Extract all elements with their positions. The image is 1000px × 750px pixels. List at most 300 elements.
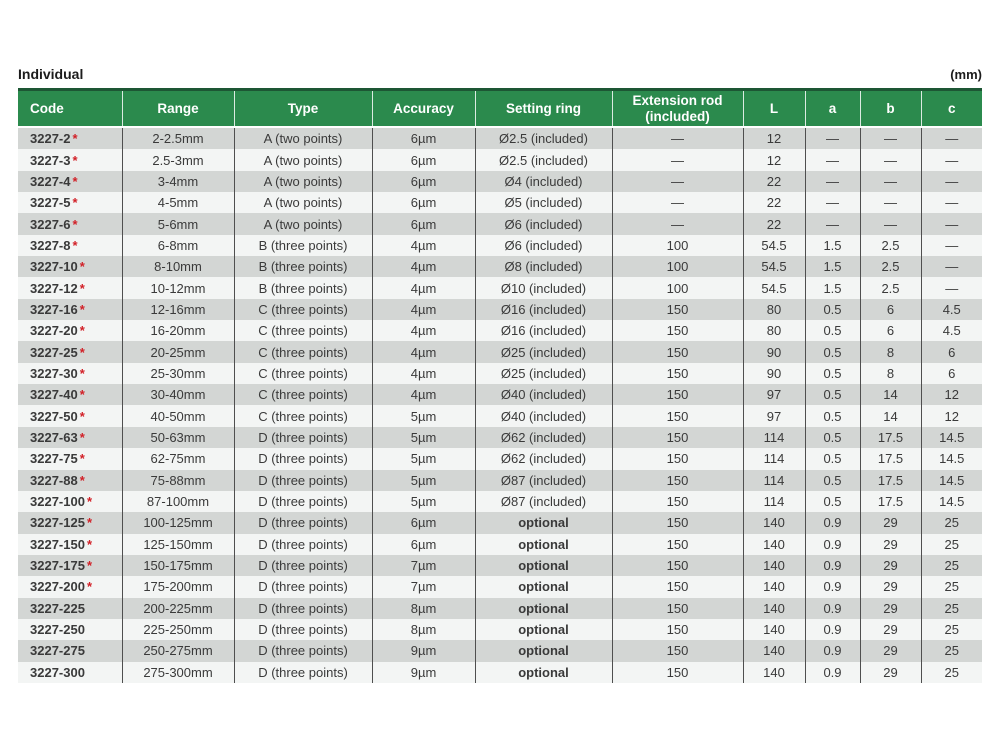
cell-b: 17.5 [860, 470, 921, 491]
table-row [18, 341, 982, 362]
cell-accuracy: 5µm [372, 405, 475, 426]
cell-code [18, 384, 122, 405]
cell-c: — [921, 256, 982, 277]
header-row [18, 90, 982, 128]
cell-extension-rod: — [612, 171, 743, 192]
cell-b: — [860, 192, 921, 213]
star-mark: * [79, 280, 85, 296]
cell-b: 2.5 [860, 235, 921, 256]
cell-accuracy: 4µm [372, 320, 475, 341]
cell-setting-ring: optional [475, 640, 612, 661]
table-row [18, 491, 982, 512]
cell-type: C (three points) [234, 384, 372, 405]
cell-range: 250-275mm [122, 640, 234, 661]
cell-setting-ring: optional [475, 512, 612, 533]
cell-b: 14 [860, 384, 921, 405]
code-text: 3227-2 [30, 131, 71, 147]
star-mark: * [86, 579, 93, 595]
cell-l: 97 [743, 384, 805, 405]
cell-setting-ring: Ø16 (included) [475, 320, 612, 341]
cell-setting-ring: Ø87 (included) [475, 470, 612, 491]
cell-b: 6 [860, 320, 921, 341]
cell-l: 80 [743, 320, 805, 341]
section-label: Individual [18, 66, 84, 82]
cell-range: 2-2.5mm [122, 127, 234, 149]
cell-code [18, 256, 122, 277]
cell-setting-ring: Ø4 (included) [475, 171, 612, 192]
code-text: 3227-175 [30, 558, 85, 574]
header-cell-c: c [921, 90, 982, 128]
cell-code [18, 640, 122, 661]
cell-range: 75-88mm [122, 470, 234, 491]
table-row [18, 149, 982, 170]
cell-b: 14 [860, 405, 921, 426]
cell-accuracy: 8µm [372, 598, 475, 619]
cell-a: 0.9 [805, 555, 860, 576]
cell-extension-rod: 100 [612, 256, 743, 277]
code-text: 3227-225 [30, 600, 85, 616]
cell-code [18, 598, 122, 619]
cell-accuracy: 6µm [372, 213, 475, 234]
table-row [18, 619, 982, 640]
cell-b: 8 [860, 341, 921, 362]
cell-extension-rod: 150 [612, 405, 743, 426]
header-cell-extension-rod: Extension rod (included) [612, 90, 743, 128]
cell-type: D (three points) [234, 619, 372, 640]
cell-a: — [805, 127, 860, 149]
cell-extension-rod: 150 [612, 470, 743, 491]
cell-type: C (three points) [234, 320, 372, 341]
cell-range: 87-100mm [122, 491, 234, 512]
cell-extension-rod: 150 [612, 320, 743, 341]
cell-b: 17.5 [860, 448, 921, 469]
cell-extension-rod: 150 [612, 299, 743, 320]
table-row [18, 598, 982, 619]
cell-type: A (two points) [234, 127, 372, 149]
cell-l: 114 [743, 491, 805, 512]
cell-code [18, 405, 122, 426]
cell-accuracy: 8µm [372, 619, 475, 640]
cell-a: 0.5 [805, 470, 860, 491]
cell-extension-rod: 150 [612, 598, 743, 619]
cell-code [18, 149, 122, 170]
cell-l: 22 [743, 192, 805, 213]
cell-accuracy: 6µm [372, 534, 475, 555]
cell-type: D (three points) [234, 491, 372, 512]
table-row [18, 277, 982, 298]
cell-a: 0.5 [805, 363, 860, 384]
cell-l: 22 [743, 171, 805, 192]
code-text: 3227-25 [30, 344, 78, 360]
star-mark: * [79, 472, 85, 488]
cell-code [18, 320, 122, 341]
cell-l: 140 [743, 662, 805, 683]
table-row [18, 384, 982, 405]
cell-range: 5-6mm [122, 213, 234, 234]
cell-accuracy: 6µm [372, 127, 475, 149]
star-mark: * [72, 195, 78, 211]
unit-label: (mm) [950, 67, 982, 82]
cell-a: — [805, 149, 860, 170]
cell-range: 3-4mm [122, 171, 234, 192]
cell-accuracy: 4µm [372, 341, 475, 362]
cell-b: 29 [860, 534, 921, 555]
star-mark: * [79, 259, 85, 275]
cell-c: — [921, 171, 982, 192]
header-cell-type: Type [234, 90, 372, 128]
cell-a: 0.5 [805, 427, 860, 448]
cell-extension-rod: 150 [612, 640, 743, 661]
cell-accuracy: 4µm [372, 363, 475, 384]
star-mark: * [79, 408, 85, 424]
star-mark: * [72, 173, 78, 189]
code-text: 3227-16 [30, 301, 78, 317]
star-mark: * [79, 387, 85, 403]
cell-type: D (three points) [234, 598, 372, 619]
code-text: 3227-10 [30, 259, 78, 275]
cell-code [18, 235, 122, 256]
cell-type: C (three points) [234, 405, 372, 426]
cell-extension-rod: 150 [612, 363, 743, 384]
cell-c: 25 [921, 534, 982, 555]
cell-range: 10-12mm [122, 277, 234, 298]
cell-code [18, 619, 122, 640]
cell-c: 25 [921, 512, 982, 533]
cell-setting-ring: Ø2.5 (included) [475, 127, 612, 149]
cell-type: D (three points) [234, 470, 372, 491]
cell-b: — [860, 213, 921, 234]
cell-extension-rod: 150 [612, 341, 743, 362]
cell-a: 0.5 [805, 448, 860, 469]
cell-code [18, 171, 122, 192]
cell-extension-rod: 150 [612, 512, 743, 533]
cell-setting-ring: Ø62 (included) [475, 427, 612, 448]
table-row [18, 512, 982, 533]
cell-accuracy: 5µm [372, 448, 475, 469]
code-text: 3227-8 [30, 237, 71, 253]
cell-b: 29 [860, 640, 921, 661]
cell-type: D (three points) [234, 427, 372, 448]
cell-range: 4-5mm [122, 192, 234, 213]
code-text: 3227-50 [30, 408, 78, 424]
cell-extension-rod: 150 [612, 662, 743, 683]
cell-range: 100-125mm [122, 512, 234, 533]
cell-accuracy: 7µm [372, 555, 475, 576]
header-cell-l: L [743, 90, 805, 128]
star-mark: * [79, 323, 85, 339]
cell-accuracy: 6µm [372, 171, 475, 192]
cell-l: 140 [743, 598, 805, 619]
cell-range: 40-50mm [122, 405, 234, 426]
cell-c: 25 [921, 555, 982, 576]
cell-a: 0.9 [805, 512, 860, 533]
cell-c: — [921, 235, 982, 256]
code-text: 3227-250 [30, 622, 85, 638]
cell-extension-rod: 150 [612, 534, 743, 555]
cell-extension-rod: 150 [612, 427, 743, 448]
cell-l: 114 [743, 448, 805, 469]
cell-code [18, 555, 122, 576]
cell-setting-ring: Ø6 (included) [475, 213, 612, 234]
table-row [18, 555, 982, 576]
cell-type: D (three points) [234, 512, 372, 533]
cell-range: 16-20mm [122, 320, 234, 341]
spec-table-header [18, 90, 982, 128]
cell-b: 6 [860, 299, 921, 320]
cell-range: 8-10mm [122, 256, 234, 277]
code-text: 3227-40 [30, 387, 78, 403]
header-cell-code: Code [18, 90, 122, 128]
cell-b: — [860, 149, 921, 170]
star-mark: * [79, 301, 85, 317]
cell-l: 54.5 [743, 256, 805, 277]
cell-a: — [805, 171, 860, 192]
cell-extension-rod: 150 [612, 619, 743, 640]
cell-accuracy: 5µm [372, 470, 475, 491]
cell-type: D (three points) [234, 555, 372, 576]
star-mark: * [79, 365, 85, 381]
cell-range: 50-63mm [122, 427, 234, 448]
cell-extension-rod: 150 [612, 576, 743, 597]
star-mark: * [86, 515, 93, 531]
cell-c: 25 [921, 662, 982, 683]
cell-b: 2.5 [860, 277, 921, 298]
code-text: 3227-20 [30, 323, 78, 339]
cell-range: 125-150mm [122, 534, 234, 555]
cell-c: 14.5 [921, 470, 982, 491]
cell-setting-ring: optional [475, 598, 612, 619]
cell-b: 17.5 [860, 491, 921, 512]
cell-l: 12 [743, 127, 805, 149]
cell-l: 90 [743, 363, 805, 384]
cell-type: B (three points) [234, 256, 372, 277]
cell-l: 54.5 [743, 235, 805, 256]
cell-l: 114 [743, 427, 805, 448]
cell-type: C (three points) [234, 363, 372, 384]
code-text: 3227-75 [30, 451, 78, 467]
cell-extension-rod: 150 [612, 491, 743, 512]
code-text: 3227-88 [30, 472, 78, 488]
cell-setting-ring: Ø10 (included) [475, 277, 612, 298]
cell-c: 6 [921, 363, 982, 384]
cell-b: 29 [860, 598, 921, 619]
code-text: 3227-5 [30, 195, 71, 211]
star-mark: * [79, 451, 85, 467]
cell-extension-rod: 100 [612, 277, 743, 298]
cell-setting-ring: optional [475, 662, 612, 683]
cell-a: 0.9 [805, 576, 860, 597]
cell-accuracy: 4µm [372, 235, 475, 256]
header-cell-range: Range [122, 90, 234, 128]
cell-type: D (three points) [234, 448, 372, 469]
cell-setting-ring: Ø87 (included) [475, 491, 612, 512]
cell-c: — [921, 213, 982, 234]
cell-code [18, 213, 122, 234]
cell-setting-ring: Ø40 (included) [475, 384, 612, 405]
star-mark: * [79, 429, 85, 445]
star-mark: * [86, 558, 93, 574]
code-text: 3227-150 [30, 536, 85, 552]
cell-a: 1.5 [805, 235, 860, 256]
cell-range: 62-75mm [122, 448, 234, 469]
code-text: 3227-12 [30, 280, 78, 296]
cell-type: D (three points) [234, 662, 372, 683]
header-cell-accuracy: Accuracy [372, 90, 475, 128]
cell-accuracy: 6µm [372, 512, 475, 533]
spec-table-body [18, 127, 982, 683]
cell-extension-rod: 150 [612, 555, 743, 576]
cell-c: — [921, 127, 982, 149]
cell-setting-ring: Ø8 (included) [475, 256, 612, 277]
cell-setting-ring: Ø40 (included) [475, 405, 612, 426]
cell-range: 12-16mm [122, 299, 234, 320]
cell-b: 29 [860, 662, 921, 683]
cell-range: 150-175mm [122, 555, 234, 576]
cell-type: A (two points) [234, 149, 372, 170]
code-text: 3227-125 [30, 515, 85, 531]
code-text: 3227-63 [30, 429, 78, 445]
cell-c: 4.5 [921, 299, 982, 320]
code-text: 3227-4 [30, 173, 71, 189]
cell-l: 12 [743, 149, 805, 170]
cell-range: 200-225mm [122, 598, 234, 619]
cell-range: 25-30mm [122, 363, 234, 384]
cell-range: 6-8mm [122, 235, 234, 256]
cell-setting-ring: Ø16 (included) [475, 299, 612, 320]
star-mark: * [79, 344, 85, 360]
cell-setting-ring: Ø62 (included) [475, 448, 612, 469]
cell-range: 175-200mm [122, 576, 234, 597]
cell-a: 0.5 [805, 299, 860, 320]
cell-code [18, 576, 122, 597]
cell-code [18, 299, 122, 320]
cell-code [18, 448, 122, 469]
table-row [18, 192, 982, 213]
cell-range: 275-300mm [122, 662, 234, 683]
star-mark: * [72, 216, 78, 232]
table-caption-row [18, 66, 982, 82]
cell-l: 140 [743, 534, 805, 555]
cell-accuracy: 6µm [372, 192, 475, 213]
table-row [18, 470, 982, 491]
cell-c: 25 [921, 576, 982, 597]
cell-a: 0.5 [805, 405, 860, 426]
cell-type: A (two points) [234, 213, 372, 234]
cell-code [18, 662, 122, 683]
cell-a: 0.5 [805, 341, 860, 362]
cell-setting-ring: Ø5 (included) [475, 192, 612, 213]
cell-a: 0.5 [805, 320, 860, 341]
cell-code [18, 491, 122, 512]
cell-accuracy: 4µm [372, 277, 475, 298]
cell-type: C (three points) [234, 341, 372, 362]
star-mark: * [72, 237, 78, 253]
cell-c: 12 [921, 384, 982, 405]
cell-extension-rod: 150 [612, 384, 743, 405]
cell-b: 8 [860, 363, 921, 384]
cell-a: 0.9 [805, 534, 860, 555]
table-row [18, 427, 982, 448]
spec-table [18, 88, 982, 683]
cell-extension-rod: — [612, 213, 743, 234]
cell-l: 80 [743, 299, 805, 320]
cell-b: — [860, 127, 921, 149]
cell-extension-rod: 100 [612, 235, 743, 256]
cell-accuracy: 7µm [372, 576, 475, 597]
cell-a: 0.5 [805, 491, 860, 512]
cell-setting-ring: Ø6 (included) [475, 235, 612, 256]
table-row [18, 662, 982, 683]
table-row [18, 171, 982, 192]
cell-code [18, 534, 122, 555]
cell-type: B (three points) [234, 277, 372, 298]
cell-l: 140 [743, 555, 805, 576]
cell-b: — [860, 171, 921, 192]
cell-l: 140 [743, 619, 805, 640]
cell-code [18, 127, 122, 149]
cell-l: 140 [743, 512, 805, 533]
cell-c: — [921, 149, 982, 170]
cell-extension-rod: — [612, 149, 743, 170]
cell-setting-ring: optional [475, 555, 612, 576]
cell-c: 14.5 [921, 491, 982, 512]
cell-range: 225-250mm [122, 619, 234, 640]
cell-accuracy: 4µm [372, 299, 475, 320]
code-text: 3227-3 [30, 152, 71, 168]
cell-c: 14.5 [921, 448, 982, 469]
cell-code [18, 341, 122, 362]
cell-code [18, 427, 122, 448]
cell-l: 54.5 [743, 277, 805, 298]
table-row [18, 213, 982, 234]
cell-c: 4.5 [921, 320, 982, 341]
cell-type: A (two points) [234, 192, 372, 213]
cell-b: 29 [860, 576, 921, 597]
cell-setting-ring: optional [475, 619, 612, 640]
cell-setting-ring: Ø25 (included) [475, 363, 612, 384]
cell-code [18, 470, 122, 491]
cell-type: D (three points) [234, 640, 372, 661]
code-text: 3227-300 [30, 664, 85, 680]
header-cell-a: a [805, 90, 860, 128]
star-mark: * [72, 152, 78, 168]
cell-setting-ring: Ø2.5 (included) [475, 149, 612, 170]
table-row [18, 235, 982, 256]
cell-type: A (two points) [234, 171, 372, 192]
cell-c: 6 [921, 341, 982, 362]
cell-code [18, 512, 122, 533]
cell-c: 12 [921, 405, 982, 426]
cell-a: 1.5 [805, 256, 860, 277]
cell-a: 1.5 [805, 277, 860, 298]
header-cell-setting-ring: Setting ring [475, 90, 612, 128]
code-text: 3227-200 [30, 579, 85, 595]
cell-l: 22 [743, 213, 805, 234]
cell-a: 0.9 [805, 662, 860, 683]
cell-extension-rod: 150 [612, 448, 743, 469]
cell-accuracy: 4µm [372, 384, 475, 405]
table-row [18, 405, 982, 426]
cell-accuracy: 4µm [372, 256, 475, 277]
cell-accuracy: 5µm [372, 427, 475, 448]
cell-c: 25 [921, 619, 982, 640]
table-row [18, 299, 982, 320]
table-row [18, 448, 982, 469]
header-cell-b: b [860, 90, 921, 128]
cell-c: 14.5 [921, 427, 982, 448]
cell-a: 0.9 [805, 619, 860, 640]
code-text: 3227-275 [30, 643, 85, 659]
